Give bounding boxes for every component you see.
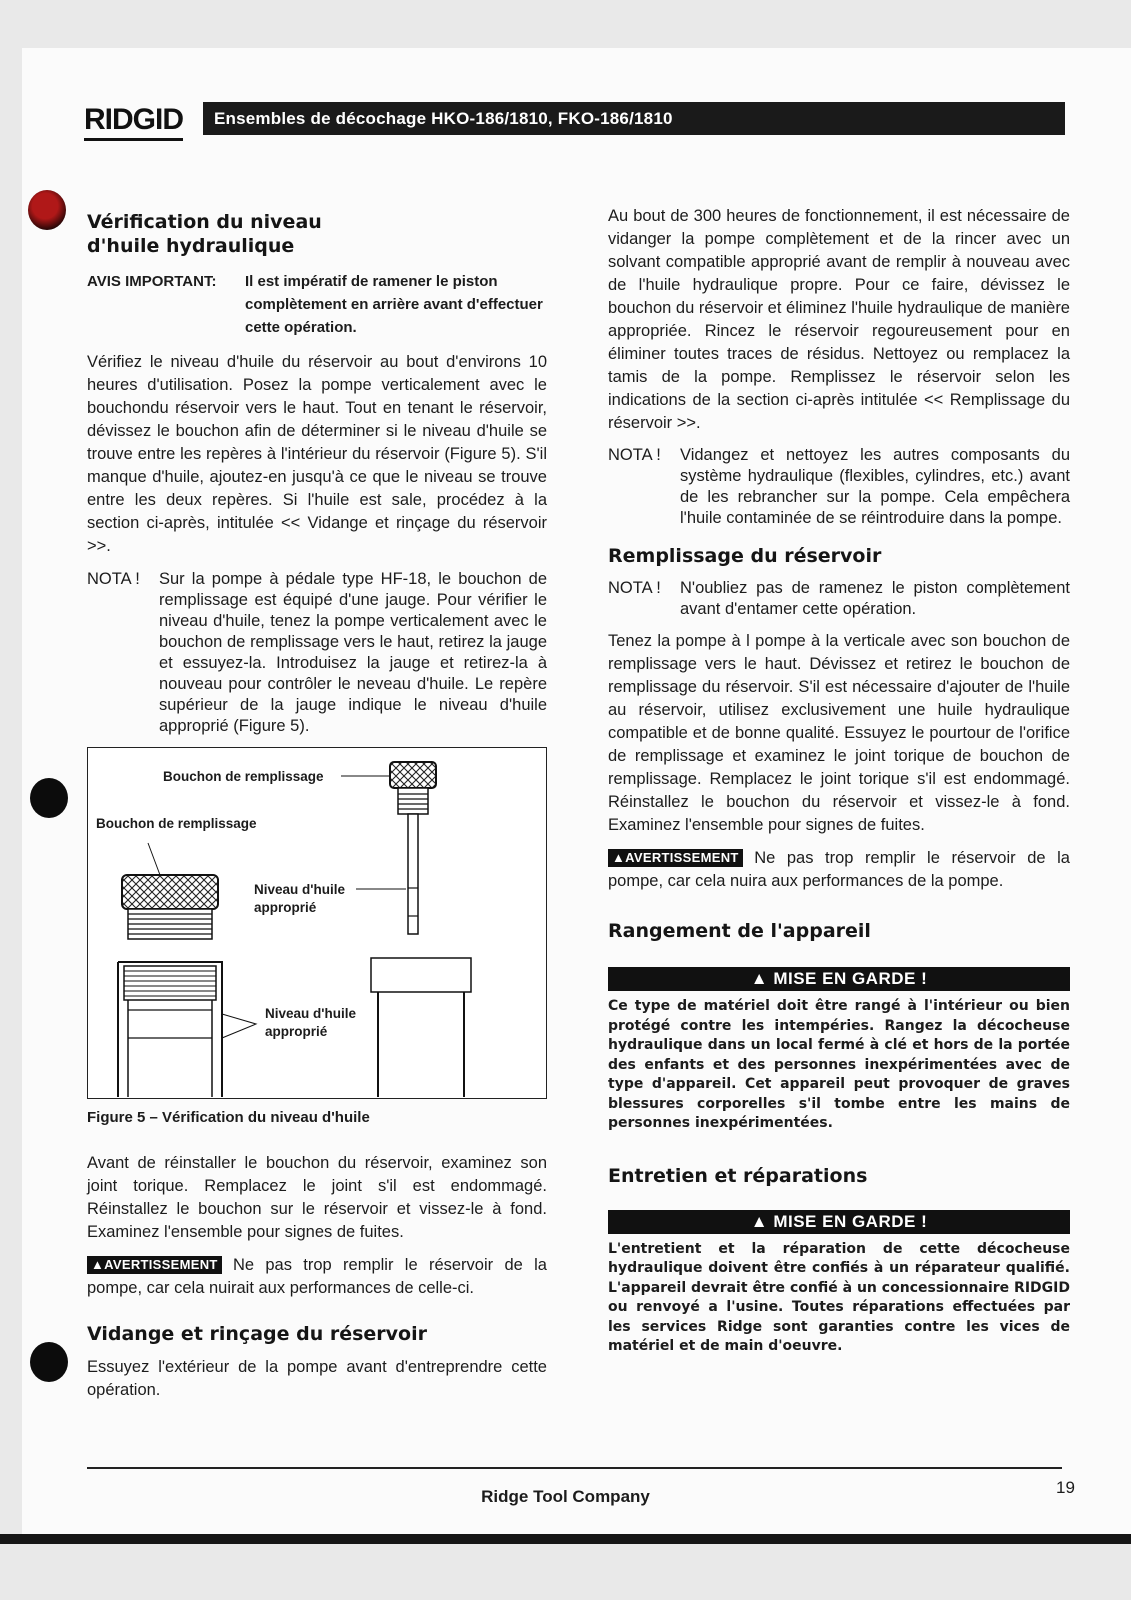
nota-block bbox=[608, 445, 1070, 529]
important-text: Il est impératif de ramener le piston complètement en arrière avant d'effectuer cette opération. bbox=[245, 273, 543, 336]
paragraph: Au bout de 300 heures de fonctionnement, il est nécessaire de vidanger la pompe complètement et de la rincer avec un solvant compatible approprié avant de remplir à nouveau avec de l'huile hydraulique propre. Pour ce faire, dévissez le bouchon du réservoir et éliminez l'huile hydraulique de manière appropriée. Rincez le réservoir regoureusement pour en éliminer toutes traces de résidus. Nettoyez ou remplacez la tamis de la pompe. Remplissez le réservoir selon les indications de la section ci-après intitulée << Remplissage du réservoir >>. bbox=[608, 207, 1070, 432]
section-title-maintenance: Entretien et réparations bbox=[608, 1164, 868, 1187]
caution-header: ▲ MISE EN GARDE ! bbox=[608, 1210, 1070, 1234]
label-oil-level-2: Niveau d'huile approprié bbox=[265, 1006, 356, 1039]
important-label: AVIS IMPORTANT: bbox=[87, 273, 217, 290]
paragraph: Avant de réinstaller le bouchon du réservoir, examinez son joint torique. Remplacez le joint s'il est endommagé. Réinstallez le bouchon sur le réservoir et vissez-le à fond. Examinez l'ensemble pour signes de fuites. bbox=[87, 1154, 547, 1241]
section-title-storage: Rangement de l'appareil bbox=[608, 920, 871, 942]
figure-frame bbox=[87, 747, 547, 1099]
figure-5 bbox=[87, 747, 547, 1126]
filler-cap-knurl bbox=[122, 875, 218, 909]
right-column bbox=[608, 205, 1070, 1357]
caution-text: L'entretient et la réparation de cette décocheuse hydraulique doivent être confiés à un réparateur qualifié. L'appareil devrait être confié à un concessionnaire RIDGID ou renvoyé a l'usine. Toutes réparations effectuées par les services Ridge sont garanties contre les vices de matériel et de main d'oeuvre. bbox=[608, 1240, 1070, 1354]
caution-box bbox=[608, 967, 1070, 1134]
warning-text: Ne pas trop remplir le réservoir de la pompe, car cela nuirait aux performances de celle-ci. bbox=[87, 1256, 547, 1297]
scanner-edge bbox=[0, 1534, 1131, 1544]
nota-label: NOTA ! bbox=[608, 579, 661, 597]
paragraph: Vérifiez le niveau d'huile du réservoir au bout d'environs 10 heures d'utilisation. Posez la pompe verticalement avec le bouchondu réservoir vers le haut. Tout en tenant le réservoir, dévissez le bouchon afin de déterminer si le niveau d'huile se trouve entre les repères à l'intérieur du réservoir (Figure 5). S'il manque d'huile, ajoutez-en jusqu'à ce que le niveau se trouve entre les deux repères. Si l'huile est sale, procédez à la section ci-après, intitulée << Vidange et rinçage du réservoir >>. bbox=[87, 353, 547, 555]
warning-label: ▲AVERTISSEMENT bbox=[87, 1256, 222, 1274]
section-title-fill: Remplissage du réservoir bbox=[608, 545, 882, 567]
label-oil-level-1: Niveau d'huile approprié bbox=[254, 882, 345, 915]
pump-reservoir-top bbox=[371, 958, 471, 992]
dipstick-cap-knurl bbox=[390, 762, 436, 788]
oil-level-diagram bbox=[88, 748, 545, 1097]
ridgid-logo: RIDGID bbox=[84, 104, 183, 141]
warning-paragraph bbox=[608, 847, 1070, 893]
warning-paragraph bbox=[87, 1254, 547, 1300]
nota-label: NOTA ! bbox=[608, 446, 661, 464]
left-column bbox=[87, 210, 547, 1402]
caution-text: Ce type de matériel doit être rangé à l'intérieur ou bien protégé contre les intempéries. Rangez la décocheuse hydraulique dans un local fermé à clé et hors de la portée des enfants et des personnes inexpérimentées avec de type d'appareil. Cet appareil peut provoquer de graves blessures corporelles s'il tombe entre les mains de personnes inexpérimentées. bbox=[608, 998, 1070, 1131]
paragraph: Essuyez l'extérieur de la pompe avant d'entreprendre cette opération. bbox=[87, 1358, 547, 1399]
warning-text: Ne pas trop remplir le réservoir de la pompe, car cela nuira aux performances de la pompe. bbox=[608, 849, 1070, 890]
punch-hole-red bbox=[28, 190, 66, 230]
caution-box bbox=[608, 1210, 1070, 1357]
label-filler-cap: Bouchon de remplissage bbox=[96, 816, 257, 831]
punch-hole bbox=[30, 778, 68, 818]
nota-block bbox=[608, 578, 1070, 620]
nota-text: N'oubliez pas de ramenez le piston complètement avant d'entamer cette opération. bbox=[680, 579, 1070, 618]
nota-text: Sur la pompe à pédale type HF-18, le bouchon de remplissage est équipé d'une jauge. Pour vérifier le niveau d'huile, tenez la pompe verticalement avec le bouchon de remplissage vers le haut, retirez la jauge et essuyez-la. Introduisez la jauge et retirez-la à nouveau pour contrôler le neveau d'huile. Le repère supérieur de la jauge indique le niveau d'huile approprié (Figure 5). bbox=[159, 570, 547, 735]
header-title-bar: Ensembles de décochage HKO-186/1810, FKO-186/1810 bbox=[203, 102, 1065, 135]
nota-text: Vidangez et nettoyez les autres composants du système hydraulique (flexibles, cylindres, etc.) avant de les rebrancher sur la pompe. Cela empêchera l'huile contaminée de se réintroduire dans la pompe. bbox=[680, 446, 1070, 527]
dipstick-cap-thread bbox=[398, 788, 428, 814]
section-title-drain: Vidange et rinçage du réservoir bbox=[87, 1323, 427, 1345]
important-notice bbox=[87, 270, 547, 339]
label-filler-cap-top: Bouchon de remplissage bbox=[163, 769, 324, 784]
nota-block bbox=[87, 569, 547, 737]
figure-caption: Figure 5 – Vérification du niveau d'huile bbox=[87, 1109, 370, 1126]
section-title-oil-level: Vérification du niveau d'huile hydraulique bbox=[87, 211, 322, 257]
page-number: 19 bbox=[1056, 1478, 1075, 1497]
paragraph: Tenez la pompe à l pompe à la verticale avec son bouchon de remplissage vers le haut. Dévissez et retirez le bouchon de remplissage du réservoir. S'il est nécessaire d'ajouter de l'huile au réservoir, utilisez exclusivement une huile hydraulique compatible et de bonne qualité. Essuyez le pourtour de l'orifice de remplissage et examinez le joint torique de bouchon de remplissage. Remplacez le joint torique s'il est endommagé. Réinstallez le bouchon du réservoir et vissez-le à fond. Examinez l'ensemble pour signes de fuites. bbox=[608, 632, 1070, 834]
caution-header: ▲ MISE EN GARDE ! bbox=[608, 967, 1070, 991]
footer-company: Ridge Tool Company bbox=[481, 1487, 650, 1506]
punch-hole bbox=[30, 1342, 68, 1382]
footer-divider bbox=[87, 1467, 1062, 1469]
nota-label: NOTA ! bbox=[87, 570, 140, 588]
warning-label: ▲AVERTISSEMENT bbox=[608, 849, 743, 867]
